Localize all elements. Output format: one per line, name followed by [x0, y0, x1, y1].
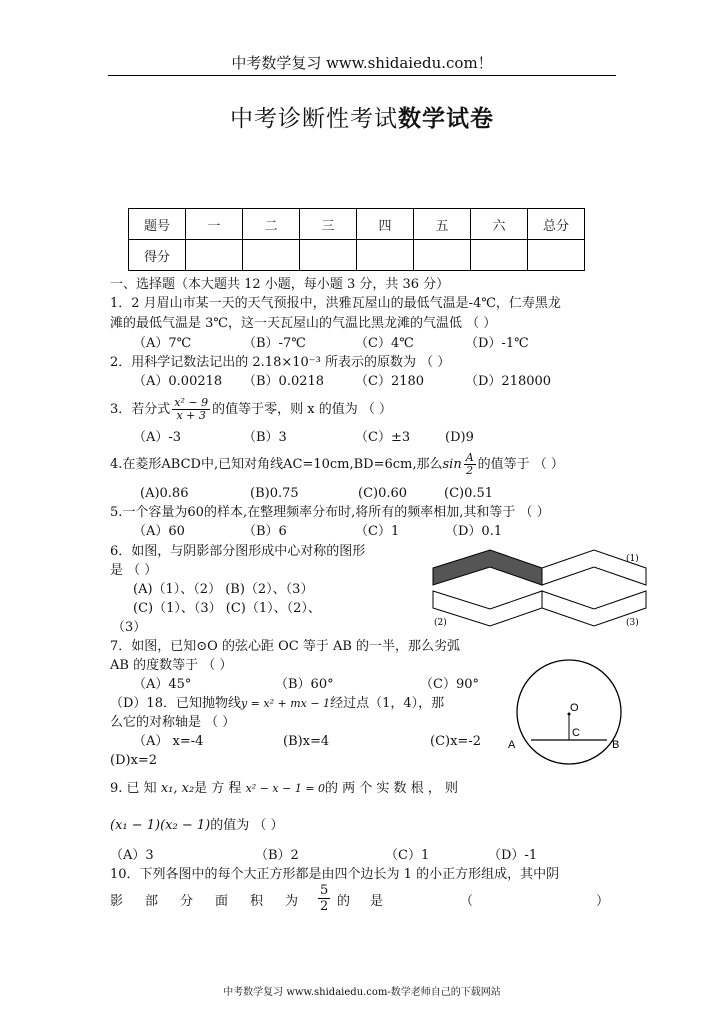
q9-opt-a: （A）3 [110, 848, 154, 863]
q4-den: 2 [466, 464, 474, 477]
q8-opt-d: (D)x=2 [110, 753, 158, 768]
q4-opt-c: (C)0.60 [358, 486, 408, 501]
q4-sin: sin [442, 457, 462, 472]
q10-word: 积 [250, 894, 264, 909]
q8-pre: （D）18．已知抛物线 [110, 696, 241, 711]
label-1: (1) [626, 554, 639, 564]
q2-opt-b: （B）0.0218 [243, 374, 325, 389]
score-table [128, 208, 585, 271]
q3-opt-b: （B）3 [243, 430, 287, 445]
q10-frac [318, 883, 330, 914]
q2-line: 2．用科学记数法记出的 2.18×10⁻³ 所表示的原数为 （ ） [110, 355, 451, 370]
q10-word: 为 [285, 894, 299, 909]
q3-line [110, 397, 392, 422]
table-row-score [129, 240, 585, 271]
q4-opt-a: (A)0.86 [140, 486, 189, 501]
q7-figure [504, 657, 634, 767]
q7-opt-a: （A）45° [133, 677, 192, 692]
q9-line2 [110, 815, 284, 837]
q8-opt-b: (B)x=4 [283, 734, 330, 749]
q10-after: 的 [337, 894, 351, 909]
label-a: A [508, 739, 516, 751]
q10-paren-left: （ [460, 894, 474, 909]
q4-post: 的值等于 （ ） [477, 457, 564, 472]
score-cell[interactable] [357, 240, 414, 271]
label-o: O [570, 702, 579, 714]
q3-pre: 3．若分式 [110, 402, 171, 417]
q1-line1: 1．2 月眉山市某一天的天气预报中，洪雅瓦屋山的最低气温是-4℃，仁寿黑龙 [110, 296, 561, 311]
q8-opt-a: （A） x=-4 [133, 734, 204, 749]
q9-opt-d: （D）-1 [488, 848, 538, 863]
page-header: 中考数学复习 www.shidaiedu.com！ [231, 54, 493, 72]
score-cell[interactable] [528, 240, 585, 271]
table-cell: 总分 [528, 209, 585, 240]
q4-fraction [464, 452, 476, 477]
q7-line2: AB 的度数等于 （ ） [110, 658, 233, 673]
q5-line: 5.一个容量为60的样本,在整理频率分布时,将所有的频率相加,其和等于 （ ） [110, 505, 550, 520]
score-cell[interactable] [186, 240, 243, 271]
q10-word: 影 [110, 894, 124, 909]
q3-den: x + 3 [176, 409, 206, 422]
q2-opt-c: （C）2180 [355, 374, 425, 389]
q9-vars: x₁, x₂ [160, 781, 195, 796]
q2-opt-d: （D）218000 [465, 374, 552, 389]
q3-num: x² − 9 [174, 396, 209, 409]
q8-math: y = x² + mx − 1 [240, 697, 331, 710]
q6-line2: 是 （ ） [110, 563, 158, 578]
table-cell: 三 [300, 209, 357, 240]
table-cell: 题号 [129, 209, 186, 240]
q7-line1: 7．如图，已知⊙O 的弦心距 OC 等于 AB 的一半，那么劣弧 [110, 639, 461, 654]
circle-o [517, 660, 621, 764]
q1-line2: 滩的最低气温是 3℃，这一天瓦屋山的气温比黑龙滩的气温低 （ ） [110, 316, 497, 331]
q1-opt-b: （B）-7℃ [243, 336, 306, 351]
q1-opt-c: （C）4℃ [355, 336, 414, 351]
q4-num: A [465, 451, 474, 464]
q6-line1: 6．如图，与阴影部分图形成中心对称的图形 [110, 544, 366, 559]
score-cell[interactable] [243, 240, 300, 271]
q10-word: 分 [180, 894, 194, 909]
q3-opt-c: （C）±3 [355, 430, 411, 445]
label-2: (2) [434, 618, 447, 628]
table-row-header [129, 209, 585, 240]
q8-post: 经过点（1，4），那 [330, 696, 445, 711]
page-footer: 中考数学复习 www.shidaiedu.com-数学老师自己的下载网站 [223, 987, 501, 998]
q6-line3: (A)（1）、（2） (B)（2）、（3） [133, 582, 314, 597]
q9-mid: 是 方 程 [194, 781, 242, 796]
table-cell: 一 [186, 209, 243, 240]
q6-line4: (C)（1）、（3） (C)（1）、（2）、 [133, 601, 321, 616]
chevron-2 [433, 591, 542, 626]
q8-opt-c: (C)x=-2 [430, 734, 481, 749]
title-normal: 中考诊断性考试 [230, 106, 398, 132]
q10-word: 部 [145, 894, 159, 909]
q9-tail: 的值为 （ ） [210, 818, 284, 833]
q10-fraction [316, 883, 332, 914]
table-cell: 得分 [129, 240, 186, 271]
table-cell: 六 [471, 209, 528, 240]
q9-post: 的 两 个 实 数 根 ， 则 [325, 781, 458, 796]
exam-title [0, 100, 724, 133]
q1-opt-a: （A）7℃ [133, 336, 192, 351]
label-c: C [572, 727, 580, 739]
table-cell: 四 [357, 209, 414, 240]
q7-opt-b: （B）60° [275, 677, 334, 692]
header-divider [108, 75, 616, 76]
q6-line5: （3） [112, 620, 147, 635]
q7-opt-c: （C）90° [420, 677, 479, 692]
score-cell[interactable] [414, 240, 471, 271]
q1-opt-d: （D）-1℃ [465, 336, 529, 351]
q4-line [110, 452, 564, 477]
q10-word: 面 [215, 894, 229, 909]
q10-line1: 10．下列各图中的每个大正方形都是由四个边长为 1 的小正方形组成，其中阴 [110, 867, 560, 882]
label-3: (3) [626, 618, 639, 628]
table-cell: 二 [243, 209, 300, 240]
q5-opt-b: （B）6 [243, 524, 287, 539]
score-cell[interactable] [471, 240, 528, 271]
q3-opt-d: (D)9 [445, 430, 474, 445]
q4-pre: 4.在菱形ABCD中,已知对角线AC=10cm,BD=6cm,那么 [110, 457, 443, 472]
q9-eq: x² − x − 1 = 0 [245, 782, 326, 795]
score-cell[interactable] [300, 240, 357, 271]
q6-figure [428, 545, 648, 630]
q10-num: 5 [320, 883, 329, 898]
q4-opt-b: (B)0.75 [250, 486, 299, 501]
q3-opt-a: （A）-3 [133, 430, 182, 445]
label-b: B [612, 739, 620, 751]
q9-expr: (x₁ − 1)(x₂ − 1) [110, 818, 211, 833]
q5-opt-d: （D）0.1 [445, 524, 503, 539]
shaded-chevron [433, 550, 542, 585]
q3-post: 的值等于零，则 x 的值为 （ ） [212, 402, 392, 417]
table-cell: 五 [414, 209, 471, 240]
title-bold: 数学试卷 [398, 106, 494, 132]
q9-opt-b: （B）2 [255, 848, 299, 863]
q10-paren-right: ） [596, 894, 610, 909]
q9-opt-c: （C）1 [385, 848, 430, 863]
q5-opt-c: （C）1 [355, 524, 400, 539]
q9-line1 [110, 778, 458, 800]
q2-opt-a: （A）0.00218 [133, 374, 223, 389]
q8-line2: 么它的对称轴是 （ ） [110, 715, 236, 730]
q3-fraction [172, 397, 210, 422]
section-heading: 一、选择题（本大题共 12 小题，每小题 3 分，共 36 分） [110, 277, 450, 292]
q9-pre: 9. 已 知 [110, 781, 157, 796]
q4-opt-d: (C)0.51 [444, 486, 494, 501]
q5-opt-a: （A）60 [133, 524, 185, 539]
q10-shi: 是 [370, 894, 384, 909]
q10-den: 2 [320, 899, 329, 914]
